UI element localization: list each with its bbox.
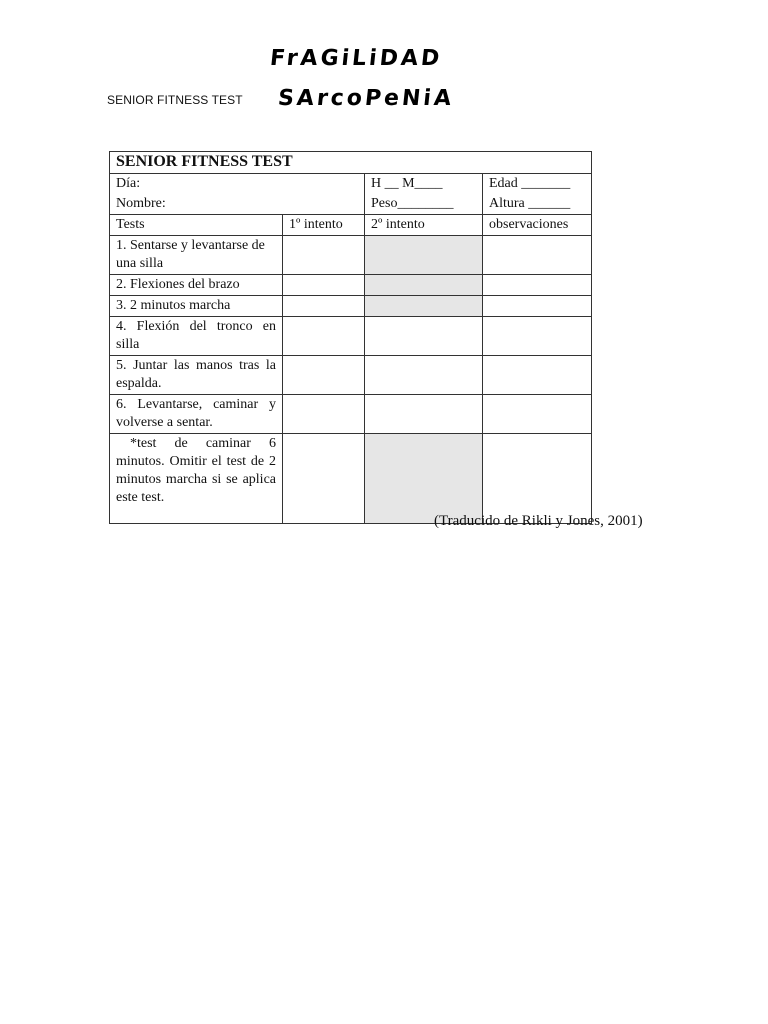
column-header-intento-2: 2º intento <box>365 215 483 236</box>
field-sexo[interactable]: H __ M____ <box>365 174 483 195</box>
field-altura[interactable]: Altura ______ <box>483 194 592 215</box>
test-name: 2. Flexiones del brazo <box>110 275 283 296</box>
intento-1-cell[interactable] <box>283 236 365 275</box>
test-name: 6. Levantarse, caminar y volverse a sentar. <box>110 395 283 434</box>
intento-2-cell[interactable] <box>365 395 483 434</box>
table-title: SENIOR FITNESS TEST <box>110 152 592 174</box>
table-header-row <box>110 215 592 236</box>
table-row <box>110 236 592 275</box>
intento-1-cell[interactable] <box>283 395 365 434</box>
column-header-tests: Tests <box>110 215 283 236</box>
intento-2-cell[interactable] <box>365 317 483 356</box>
intento-2-cell-shaded <box>365 296 483 317</box>
observaciones-cell[interactable] <box>483 356 592 395</box>
table-row <box>110 275 592 296</box>
test-name: 5. Juntar las manos tras la espalda. <box>110 356 283 395</box>
intento-2-cell-shaded <box>365 275 483 296</box>
observaciones-cell[interactable] <box>483 296 592 317</box>
observaciones-cell[interactable] <box>483 317 592 356</box>
test-name: 4. Flexión del tronco en silla <box>110 317 283 356</box>
handwritten-note-sarcopenia: SArcoPeNiA <box>276 86 456 111</box>
intento-1-cell[interactable] <box>283 356 365 395</box>
test-name: 3. 2 minutos marcha <box>110 296 283 317</box>
test-name: 1. Sentarse y levantarse de una silla <box>110 236 283 275</box>
field-peso[interactable]: Peso________ <box>365 194 483 215</box>
intento-1-cell[interactable] <box>283 434 365 524</box>
field-nombre[interactable]: Nombre: <box>110 194 365 215</box>
intento-2-cell[interactable] <box>365 356 483 395</box>
intento-2-cell-shaded <box>365 236 483 275</box>
column-header-observaciones: observaciones <box>483 215 592 236</box>
test-name-note: *test de caminar 6 minutos. Omitir el test de 2 minutos marcha si se aplica este test. <box>110 434 283 524</box>
table-row <box>110 395 592 434</box>
field-dia[interactable]: Día: <box>110 174 365 195</box>
intento-1-cell[interactable] <box>283 275 365 296</box>
observaciones-cell[interactable] <box>483 236 592 275</box>
intento-1-cell[interactable] <box>283 317 365 356</box>
observaciones-cell[interactable] <box>483 275 592 296</box>
table-row <box>110 296 592 317</box>
table-row <box>110 434 592 524</box>
field-edad[interactable]: Edad _______ <box>483 174 592 195</box>
observaciones-cell[interactable] <box>483 434 592 524</box>
handwritten-note-fragilidad: FrAGiLiDAD <box>268 46 444 71</box>
senior-fitness-test-table <box>109 151 592 524</box>
citation: (Traducido de Rikli y Jones, 2001) <box>434 513 643 529</box>
observaciones-cell[interactable] <box>483 395 592 434</box>
column-header-intento-1: 1º intento <box>283 215 365 236</box>
table-row <box>110 317 592 356</box>
intento-2-cell-shaded <box>365 434 483 524</box>
document-header-label: SENIOR FITNESS TEST <box>107 93 243 107</box>
table-row <box>110 356 592 395</box>
intento-1-cell[interactable] <box>283 296 365 317</box>
